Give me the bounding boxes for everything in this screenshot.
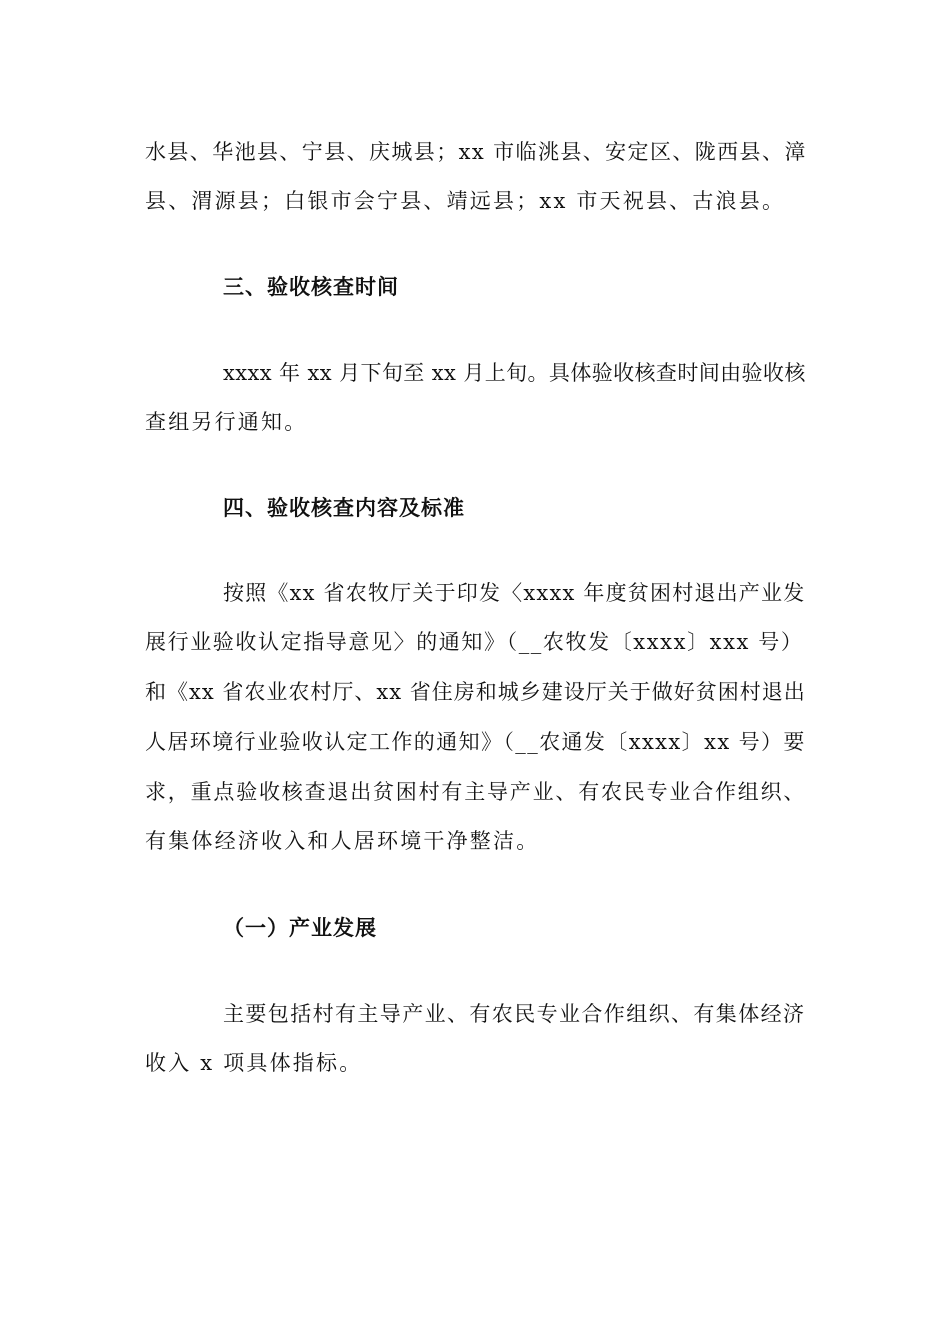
paragraph-line: 按照《xx 省农牧厅关于印发〈xxxx 年度贫困村退出产业发	[223, 581, 806, 605]
section-heading: 四、验收核查内容及标准	[223, 496, 465, 520]
paragraph-line: 水县、华池县、宁县、庆城县；xx 市临洮县、安定区、陇西县、漳	[145, 140, 807, 164]
paragraph-line: 收入 x 项具体指标。	[145, 1051, 363, 1075]
paragraph-line: 求，重点验收核查退出贫困村有主导产业、有农民专业合作组织、	[145, 780, 807, 804]
paragraph-line: 查组另行通知。	[145, 410, 308, 434]
paragraph-line: 和《xx 省农业农村厅、xx 省住房和城乡建设厅关于做好贫困村退出	[145, 680, 806, 704]
section-heading: 三、验收核查时间	[223, 275, 399, 299]
paragraph-line: 展行业验收认定指导意见〉的通知》（__农牧发〔xxxx〕xxx 号）	[145, 630, 804, 654]
paragraph-line: 有集体经济收入和人居环境干净整洁。	[145, 829, 540, 853]
paragraph-line: 人居环境行业验收认定工作的通知》（__农通发〔xxxx〕xx 号）要	[145, 730, 806, 754]
subsection-heading: （一）产业发展	[223, 916, 377, 940]
paragraph-line: xxxx 年 xx 月下旬至 xx 月上旬。具体验收核查时间由验收核	[223, 361, 806, 385]
paragraph-line: 主要包括村有主导产业、有农民专业合作组织、有集体经济	[223, 1002, 806, 1026]
paragraph-line: 县、渭源县；白银市会宁县、靖远县；xx 市天祝县、古浪县。	[145, 189, 786, 213]
